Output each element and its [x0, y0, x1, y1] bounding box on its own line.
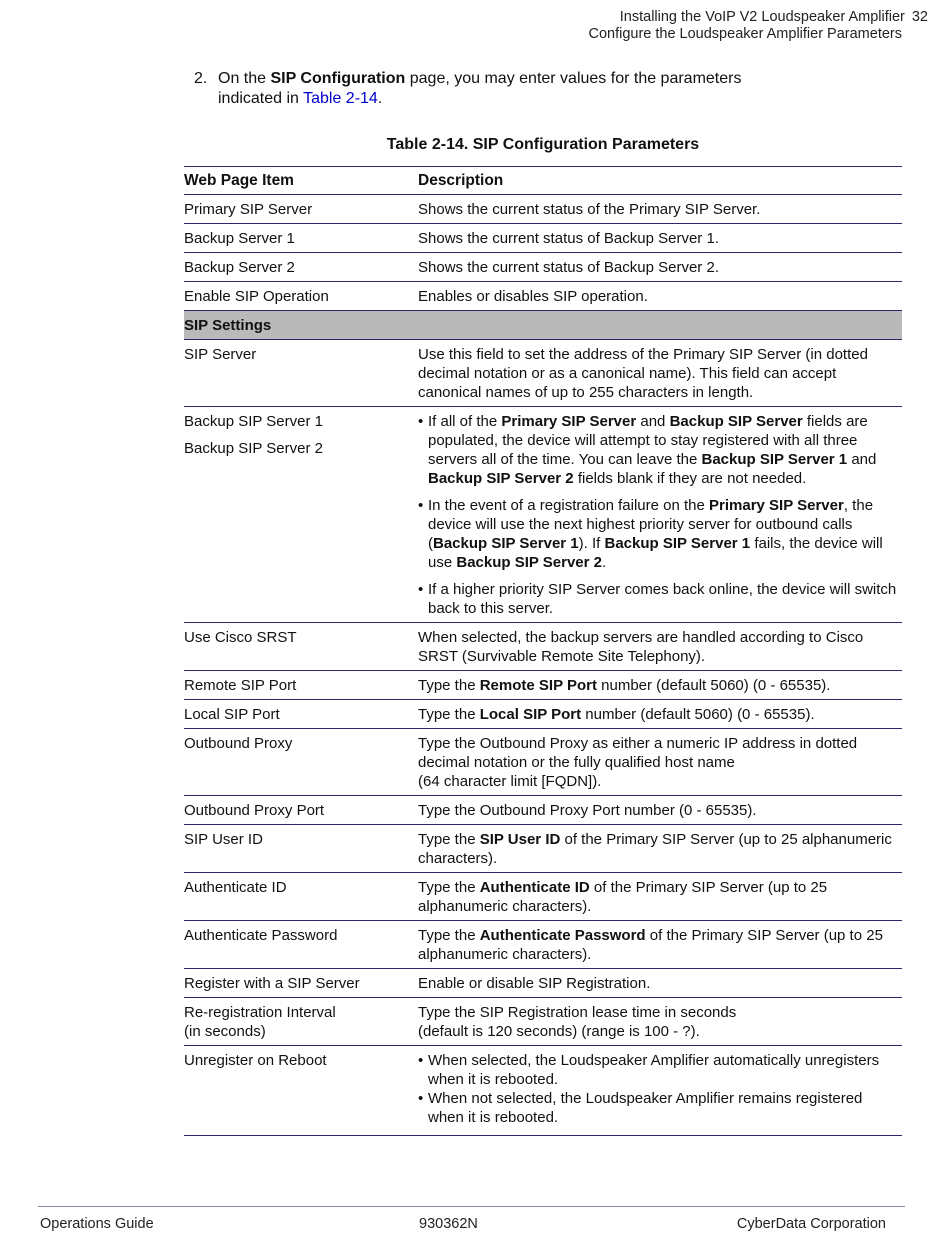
table-caption: Table 2-14. SIP Configuration Parameters — [386, 136, 700, 153]
section-header-row — [184, 311, 902, 340]
table-row — [184, 729, 902, 796]
bold-term: Backup SIP Server 1 — [701, 451, 848, 468]
desc-text: of the Primary SIP Server (up to 25 alphanumeric characters). — [418, 927, 883, 963]
bold-term: Primary SIP Server — [709, 497, 844, 514]
table-row — [184, 998, 902, 1046]
bullet-item — [418, 496, 902, 572]
bold-term: Backup SIP Server 2 — [428, 470, 574, 487]
row-description — [418, 1046, 902, 1136]
step-text-post: . — [377, 90, 383, 107]
table-row — [184, 623, 902, 671]
row-item: Backup Server 1 — [184, 224, 418, 253]
footer-guide-title: Operations Guide — [40, 1216, 154, 1232]
footer-company: CyberData Corporation — [736, 1216, 886, 1232]
table-row — [184, 224, 902, 253]
desc-line: (default is 120 seconds) (range is 100 - ?). — [418, 1023, 700, 1040]
row-item — [184, 998, 418, 1046]
row-item: Outbound Proxy — [184, 729, 418, 796]
desc-text: number (default 5060) (0 - 65535). — [596, 677, 831, 694]
row-description — [418, 825, 902, 873]
row-item: Outbound Proxy Port — [184, 796, 418, 825]
table-header-row — [184, 167, 902, 195]
bullet-text: fields blank if they are not needed. — [573, 470, 807, 487]
desc-text: number (default 5060) (0 - 65535). — [581, 706, 815, 723]
header-section-title: Configure the Loudspeaker Amplifier Parameters — [588, 26, 902, 42]
table-reference-link[interactable]: Table 2-14 — [303, 90, 378, 107]
desc-line: Type the Outbound Proxy as either a numeric IP address in dotted decimal notation or the fully qualified host name — [418, 735, 858, 771]
bullet-item: • If a higher priority SIP Server comes back online, the device will switch back to this server. — [418, 580, 902, 618]
row-item: Remote SIP Port — [184, 671, 418, 700]
desc-text: Type the — [418, 706, 480, 723]
bold-term: Backup SIP Server 2 — [456, 554, 603, 571]
row-item: Backup Server 2 — [184, 253, 418, 282]
bold-term: Authenticate Password — [479, 927, 646, 944]
row-item-line: Re-registration Interval — [184, 1004, 336, 1021]
desc-text: Type the — [418, 677, 480, 694]
row-item: Authenticate ID — [184, 873, 418, 921]
section-header-empty — [418, 311, 902, 340]
footer-divider — [38, 1206, 905, 1207]
row-description — [418, 729, 902, 796]
bullet-text: fields are populated, the device will attempt to stay registered with all three servers all of the time. You can leave the — [428, 413, 868, 468]
header-line-1 — [588, 9, 928, 26]
table-row — [184, 796, 902, 825]
step-bold-term: SIP Configuration — [270, 70, 406, 87]
row-description — [418, 921, 902, 969]
table-row — [184, 195, 902, 224]
bold-term: Remote SIP Port — [479, 677, 597, 694]
row-description — [418, 700, 902, 729]
table-row — [184, 1046, 902, 1136]
bold-term: Backup SIP Server 1 — [604, 535, 751, 552]
bullet-text: In the event of a registration failure on the — [428, 497, 710, 514]
desc-text: Type the — [418, 879, 480, 896]
desc-line: (64 character limit [FQDN]). — [418, 773, 602, 790]
column-header-description: Description — [418, 167, 902, 195]
row-item-line: (in seconds) — [184, 1023, 266, 1040]
row-description — [418, 873, 902, 921]
row-item: Local SIP Port — [184, 700, 418, 729]
row-item: Register with a SIP Server — [184, 969, 418, 998]
desc-line: Type the SIP Registration lease time in seconds — [418, 1004, 737, 1021]
step-text-pre: On the — [218, 70, 271, 87]
row-item-line: Backup SIP Server 1 — [184, 413, 323, 430]
bold-term: Backup SIP Server 1 — [433, 535, 579, 552]
row-description: Type the Outbound Proxy Port number (0 - 65535). — [418, 796, 902, 825]
bullet-item: • When not selected, the Loudspeaker Amplifier remains registered when it is rebooted. — [418, 1089, 902, 1127]
bullet-text: fails, the device will use — [428, 535, 883, 571]
desc-text: of the Primary SIP Server (up to 25 alphanumeric characters). — [418, 879, 828, 915]
bullet-text: and — [636, 413, 670, 430]
bold-term: Backup SIP Server — [669, 413, 803, 430]
table-row — [184, 407, 902, 623]
step-number: 2. — [194, 70, 208, 87]
row-description: Shows the current status of Backup Server 1. — [418, 224, 902, 253]
row-description: When selected, the backup servers are handled according to Cisco SRST (Survivable Remote Site Telephony). — [418, 623, 902, 671]
row-item: Use Cisco SRST — [184, 623, 418, 671]
table-row — [184, 969, 902, 998]
page-number: 32 — [911, 9, 928, 25]
footer-document-number: 930362N — [419, 1216, 478, 1232]
bullet-text: ). If — [578, 535, 605, 552]
table-row — [184, 340, 902, 407]
section-header-label: SIP Settings — [184, 311, 418, 340]
bullet-text: If all of the — [428, 413, 502, 430]
row-description: Shows the current status of the Primary SIP Server. — [418, 195, 902, 224]
column-header-item: Web Page Item — [184, 167, 418, 195]
row-description: Enable or disable SIP Registration. — [418, 969, 902, 998]
page-header — [588, 9, 928, 43]
bullet-text: . — [602, 554, 607, 571]
row-item: Authenticate Password — [184, 921, 418, 969]
row-description — [418, 998, 902, 1046]
table-row — [184, 700, 902, 729]
bullet-text: and — [847, 451, 877, 468]
bullet-item: • When selected, the Loudspeaker Amplifier automatically unregisters when it is rebooted. — [418, 1051, 902, 1089]
table-row — [184, 671, 902, 700]
step-text — [218, 69, 794, 109]
table-row — [184, 253, 902, 282]
table-row — [184, 282, 902, 311]
row-description — [418, 671, 902, 700]
row-item: SIP Server — [184, 340, 418, 407]
row-description — [418, 407, 902, 623]
table-row — [184, 825, 902, 873]
table-row — [184, 921, 902, 969]
row-item — [184, 407, 418, 623]
sip-parameters-table — [184, 166, 902, 1136]
bold-term: Local SIP Port — [479, 706, 582, 723]
bullet-item — [418, 412, 902, 488]
row-item: Unregister on Reboot — [184, 1046, 418, 1136]
bold-term: SIP User ID — [479, 831, 561, 848]
row-description: Use this field to set the address of the Primary SIP Server (in dotted decimal notation or as a canonical name). This field can accept canonical names of up to 255 characters in length. — [418, 340, 902, 407]
desc-text: of the Primary SIP Server (up to 25 alphanumeric characters). — [418, 831, 892, 867]
step-text-mid: page, you may enter values for the parameters indicated in — [218, 70, 742, 107]
header-chapter-title: Installing the VoIP V2 Loudspeaker Amplifier — [619, 9, 905, 25]
row-item: Primary SIP Server — [184, 195, 418, 224]
bold-term: Primary SIP Server — [501, 413, 637, 430]
bullet-text: , the device will use the next highest priority server for outbound calls ( — [428, 497, 874, 552]
desc-text: Type the — [418, 831, 480, 848]
row-description: Enables or disables SIP operation. — [418, 282, 902, 311]
table-row — [184, 873, 902, 921]
row-item-line: Backup SIP Server 2 — [184, 440, 323, 457]
step-instruction — [194, 69, 794, 109]
row-item: SIP User ID — [184, 825, 418, 873]
desc-text: Type the — [418, 927, 480, 944]
bold-term: Authenticate ID — [479, 879, 590, 896]
row-item: Enable SIP Operation — [184, 282, 418, 311]
row-description: Shows the current status of Backup Server 2. — [418, 253, 902, 282]
